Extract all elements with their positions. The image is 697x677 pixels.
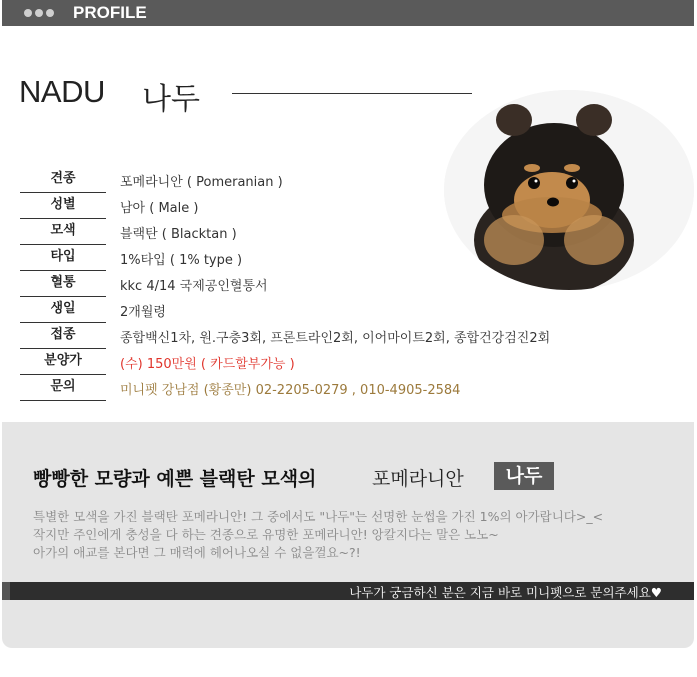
info-value: 종합백신1차, 원.구충3회, 프론트라인2회, 이어마이트2회, 종합건강검진2회 bbox=[120, 331, 551, 346]
info-value: 블랙탄 ( Blacktan ) bbox=[120, 227, 237, 242]
info-row-pedigree bbox=[20, 272, 580, 298]
info-value: 1%타입 ( 1% type ) bbox=[120, 253, 243, 268]
info-row-breed bbox=[20, 168, 580, 194]
profile-card bbox=[2, 0, 694, 648]
cta-bar bbox=[2, 582, 694, 600]
info-row-contact bbox=[20, 376, 580, 402]
info-row-vaccination bbox=[20, 324, 580, 350]
dog-name-english: NADU bbox=[19, 74, 105, 109]
info-label: 모색 bbox=[20, 220, 106, 245]
description-line: 작지만 주인에게 충성을 다 하는 견종으로 유명한 포메라니안! 앙칼지다는 말은 노노~ bbox=[33, 527, 499, 542]
summary-description bbox=[33, 508, 603, 562]
info-label: 성별 bbox=[20, 194, 106, 219]
cta-text: 나두가 궁금하신 분은 지금 바로 미니펫으로 문의주세요♥ bbox=[349, 585, 662, 600]
info-label: 혈통 bbox=[20, 272, 106, 297]
dog-name-korean: 나두 bbox=[142, 82, 200, 117]
info-label: 접종 bbox=[20, 324, 106, 349]
info-value: 2개월령 bbox=[120, 305, 166, 320]
name-badge: 나두 bbox=[494, 462, 554, 490]
summary-breed: 포메라니안 bbox=[372, 468, 464, 490]
info-label: 분양가 bbox=[20, 350, 106, 375]
window-dots bbox=[24, 9, 57, 28]
info-row-price bbox=[20, 350, 580, 376]
dot-icon bbox=[35, 9, 43, 17]
contact-value: 미니펫 강남점 (황종만) 02-2205-0279 , 010-4905-2584 bbox=[120, 383, 461, 398]
summary-panel bbox=[2, 422, 694, 648]
info-row-sex bbox=[20, 194, 580, 220]
info-label: 생일 bbox=[20, 298, 106, 323]
cta-bar-accent bbox=[2, 582, 10, 600]
header-title: PROFILE bbox=[73, 3, 147, 22]
info-row-birthday bbox=[20, 298, 580, 324]
header-bar bbox=[2, 0, 694, 26]
name-underline bbox=[232, 93, 472, 94]
info-value: 남아 ( Male ) bbox=[120, 201, 199, 216]
dot-icon bbox=[46, 9, 54, 17]
info-value: 포메라니안 ( Pomeranian ) bbox=[120, 175, 283, 190]
price-value: (수) 150만원 ( 카드할부가능 ) bbox=[120, 357, 295, 372]
info-row-color bbox=[20, 220, 580, 246]
dot-icon bbox=[24, 9, 32, 17]
summary-headline: 빵빵한 모량과 예쁜 블랙탄 모색의 bbox=[33, 468, 317, 490]
info-value: kkc 4/14 국제공인혈통서 bbox=[120, 279, 268, 294]
description-line: 특별한 모색을 가진 블랙탄 포메라니안! 그 중에서도 "나두"는 선명한 눈썹을 가진 1%의 아가랍니다>_< bbox=[33, 509, 604, 524]
info-label: 타입 bbox=[20, 246, 106, 271]
info-label: 문의 bbox=[20, 376, 106, 401]
info-row-type bbox=[20, 246, 580, 272]
description-line: 아가의 애교를 본다면 그 매력에 헤어나오실 수 없을껄요~?! bbox=[33, 545, 361, 560]
info-label: 견종 bbox=[20, 168, 106, 193]
